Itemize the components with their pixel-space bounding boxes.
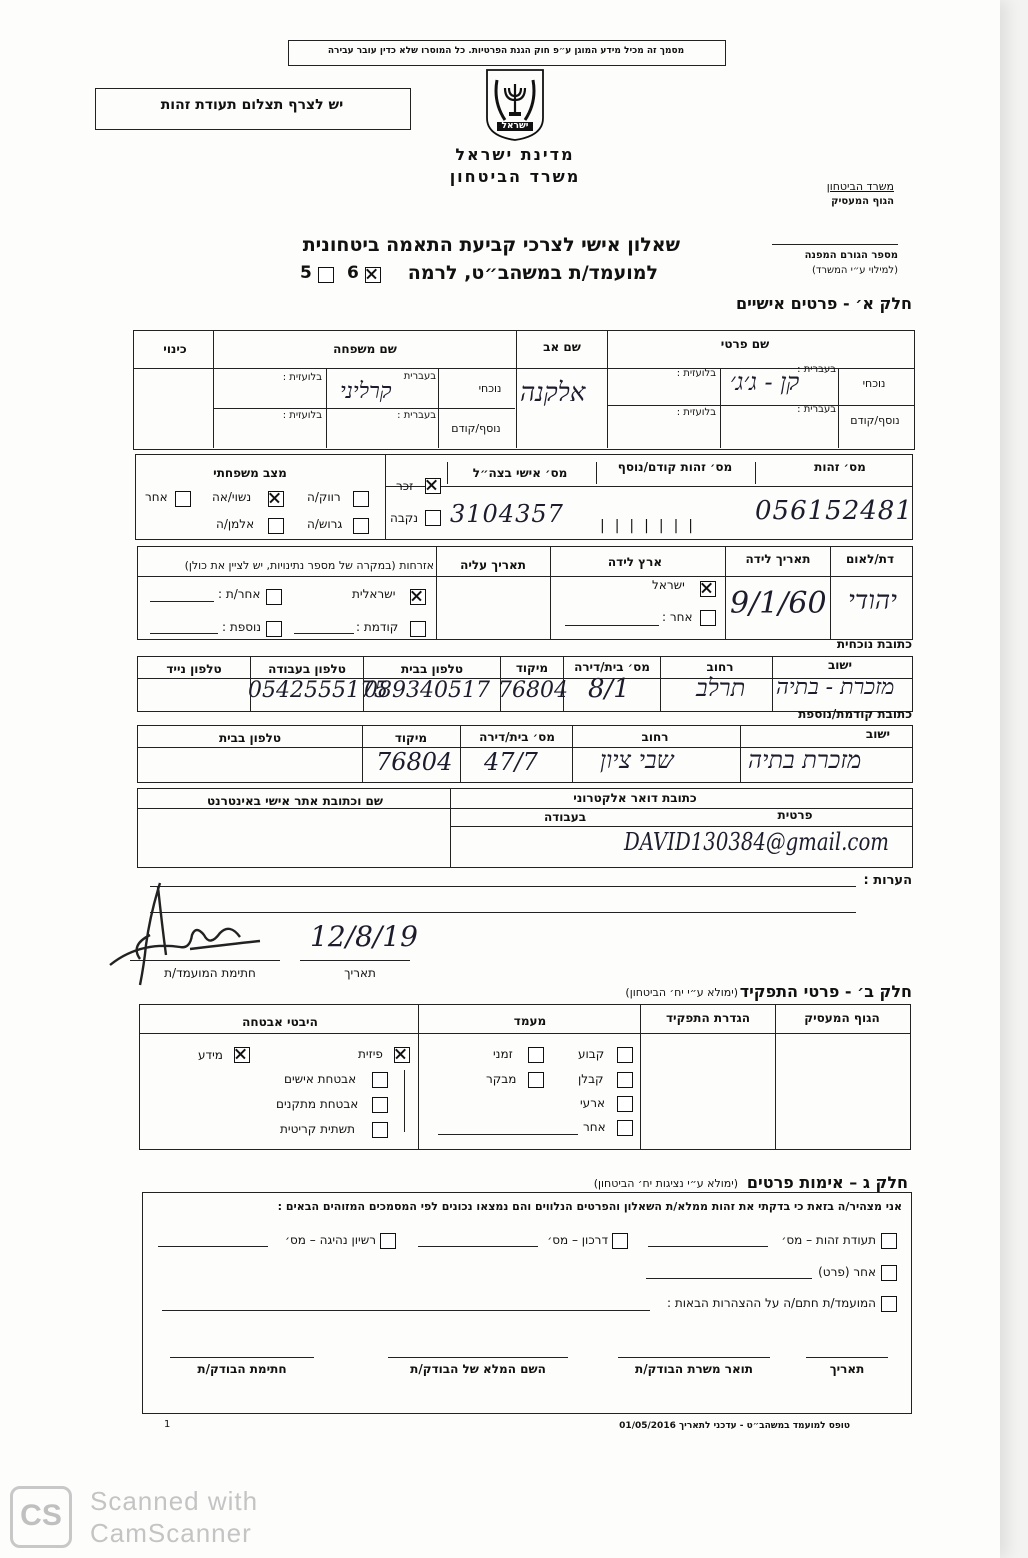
current-street-value[interactable]: תרלב bbox=[696, 674, 746, 702]
signed-declaration-checkbox[interactable] bbox=[881, 1296, 897, 1312]
temporary-checkbox[interactable] bbox=[528, 1047, 544, 1063]
camscanner-logo-icon: CS bbox=[10, 1486, 72, 1548]
ministry-name: משרד הביטחון bbox=[449, 167, 581, 186]
previous-citizen-checkbox[interactable] bbox=[410, 621, 426, 637]
married-checkbox[interactable] bbox=[268, 491, 284, 507]
single-checkbox[interactable] bbox=[353, 491, 369, 507]
facilities-security-checkbox[interactable] bbox=[372, 1097, 388, 1113]
visitor-checkbox[interactable] bbox=[528, 1072, 544, 1088]
work-phone-value[interactable]: 0542555175 bbox=[248, 678, 388, 703]
prev-city-value[interactable]: מזכרת בתיה bbox=[748, 746, 862, 774]
religion-value[interactable]: יהודי bbox=[848, 586, 897, 616]
information-checkbox[interactable] bbox=[234, 1047, 250, 1063]
casual-checkbox[interactable] bbox=[617, 1096, 633, 1112]
other-citizen-checkbox[interactable] bbox=[266, 589, 282, 605]
prev-street-value[interactable]: שבי ציון bbox=[600, 746, 674, 774]
physical-checkbox[interactable] bbox=[394, 1047, 410, 1063]
first-name-value[interactable]: קן - ג׳ג׳ bbox=[730, 368, 800, 396]
current-house-value[interactable]: 8/1 bbox=[588, 674, 630, 704]
female-checkbox[interactable] bbox=[425, 510, 441, 526]
other-doc-checkbox[interactable] bbox=[881, 1265, 897, 1281]
email-value[interactable]: DAVID130384@gmail.com bbox=[624, 828, 889, 856]
date-value[interactable]: 12/8/19 bbox=[310, 920, 418, 953]
father-name-value[interactable]: אלקנה bbox=[520, 378, 586, 408]
critical-infrastructure-checkbox[interactable] bbox=[372, 1122, 388, 1138]
israeli-citizen-checkbox[interactable] bbox=[410, 589, 426, 605]
additional-citizen-checkbox[interactable] bbox=[266, 621, 282, 637]
referrer-label: מספר הגורם המפנה bbox=[804, 250, 898, 261]
personal-security-checkbox[interactable] bbox=[372, 1072, 388, 1088]
employer-label: הגוף המעסיק bbox=[831, 196, 894, 207]
part-c-heading: חלק ג – אימות פרטים bbox=[746, 1173, 908, 1192]
divorced-checkbox[interactable] bbox=[353, 518, 369, 534]
employer-value: משרד הביטחון bbox=[826, 180, 894, 193]
level-5-checkbox[interactable] bbox=[318, 267, 334, 283]
born-israel-checkbox[interactable] bbox=[700, 581, 716, 597]
birth-date-value[interactable]: 9/1/60 bbox=[730, 586, 827, 621]
contractor-checkbox[interactable] bbox=[617, 1072, 633, 1088]
army-id-value[interactable]: 3104357 bbox=[450, 500, 564, 528]
part-a-heading: חלק א׳ - פרטים אישיים bbox=[735, 294, 912, 313]
photo-note: יש לצרף תצלום תעודת זהות bbox=[160, 97, 344, 113]
current-city-value[interactable]: מזכרת - בתיה bbox=[776, 675, 895, 700]
form-subtitle: למועמד/ת במשהב״ט, לרמה bbox=[407, 262, 658, 284]
watermark-line1: Scanned with bbox=[90, 1486, 259, 1516]
form-page: מסמך זה מכיל מידע המוגן ע״פ חוק הגנת הפרטיות. כל המוסרו שלא כדין עובר עבירה יש לצרף תצלום תעודת זהות ישראל מדינת ישראל משרד הביטחון משרד הביטחון הגוף המעסיק מספר הגורם המפנה (למילוי ע״י המשרד) שאלון אישי לצרכי קביעת התאמה ביטחונית למועמד/ת במשהב״ט, לרמה 6 5 חלק א׳ - פרטים אישיים שם פרטי שם אב שם משפחה כינוי נוכחי נוסף/קודם בעברית : בלועזית : בעברית : בלועזית : נוכחי נוסף/קודם בעברית בעברית : בלועזית : בלועזית : קן - ג׳ג׳ אלקנה קרליני מס׳ זהות מס׳ זהות קודם/נוסף מס׳ אישי בצה״ל מצב משפחתי זכר נקבה רווק/ה נשוי/אה אחר גרוש/ה אלמן/ה 056152481 ||||||| 3104357 דת/לאום תאריך לידה ארץ לידה תאריך עליה אזרחות (במקרה של מספר נתינויות, יש לציין את כולן) ישראל אחר : ישראלית אחר/ת : קודמת : נוספת : יהודי 9/1/60 כתובת נוכחית ישוב רחוב מס׳ בית/דירה מיקוד טלפון בבית טלפון בעבודה טלפון נייד מזכרת - בתיה תרלב 8/1 76804 089340517 0542555175 כתובת קודמת/נוספת ישוב רחוב מס׳ בית/דירה מיקוד טלפון בבית מזכרת בתיה שבי ציון 47/7 76804 כתובת דואר אלקטרוני שם וכתובת אתר אישי באינטרנט פרטית בעבודה DAVID130384@gmail.com הערות : 12/8/19 תאריך חתימת המועמד/ת חלק ב׳ - פרטי התפקיד (ימולא ע״י יח׳ הביטחון) הגוף המעסיק הגדרת התפקיד מעמד היבטי אבטחה קבוע זמני קבלן מבקר ארעי אחר פיזית מידע אבטחת אישים אבטחת מתקנים תשתית קריטית חלק ג – אימות פרטים (ימולא ע״י נציגות יח׳ הביטחון) אני מצהיר/ה בזאת כי בדקתי את זהות ממלא/ת השאלון והפרטים הנלווים והם נמצאו נכונים לפי המסמכים המזוהים הבאים : תעודת זהות – מס׳ דרכון – מס׳ רשיון נהיגה – מס׳ אחר (פרט) המועמד/ת חתם/ה על ההצהרות הבאות : תאריך תואר משרת הבודק/ת השם המלא של הבודק/ת חתימת הבודק/ת 1 טופס למועמד במשהב״ט - עדכני לתאריך 01/05/2016 CS Scanned with CamScanner bbox=[0, 0, 1000, 1558]
id-card-checkbox[interactable] bbox=[881, 1233, 897, 1249]
current-zip-value[interactable]: 76804 bbox=[498, 678, 568, 703]
prev-zip-value[interactable]: 76804 bbox=[376, 748, 453, 776]
watermark-line2: CamScanner bbox=[90, 1518, 252, 1548]
prev-house-value[interactable]: 47/7 bbox=[484, 748, 538, 776]
passport-checkbox[interactable] bbox=[612, 1233, 628, 1249]
level-6-checkbox[interactable] bbox=[365, 267, 381, 283]
referrer-sub: (למילוי ע״י המשרד) bbox=[812, 265, 898, 276]
other-status-checkbox[interactable] bbox=[175, 491, 191, 507]
other-role-checkbox[interactable] bbox=[617, 1120, 633, 1136]
page-number: 1 bbox=[164, 1419, 171, 1430]
privacy-notice: מסמך זה מכיל מידע המוגן ע״פ חוק הגנת הפרטיות. כל המוסרו שלא כדין עובר עבירה bbox=[327, 46, 685, 56]
home-phone-value[interactable]: 089340517 bbox=[364, 678, 490, 703]
form-title: שאלון אישי לצרכי קביעת התאמה ביטחונית bbox=[302, 234, 680, 256]
permanent-checkbox[interactable] bbox=[617, 1047, 633, 1063]
widowed-checkbox[interactable] bbox=[268, 518, 284, 534]
license-checkbox[interactable] bbox=[380, 1233, 396, 1249]
born-other-checkbox[interactable] bbox=[700, 610, 716, 626]
male-checkbox[interactable] bbox=[425, 478, 441, 494]
last-name-value[interactable]: קרליני bbox=[340, 379, 392, 404]
state-name: מדינת ישראל bbox=[455, 145, 575, 164]
part-b-heading: חלק ב׳ - פרטי התפקיד bbox=[739, 982, 912, 1001]
emblem-label: ישראל bbox=[501, 121, 529, 131]
id-number-value[interactable]: 056152481 bbox=[755, 496, 913, 526]
form-footer: טופס למועמד במשהב״ט - עדכני לתאריך 01/05/2016 bbox=[619, 1421, 850, 1431]
